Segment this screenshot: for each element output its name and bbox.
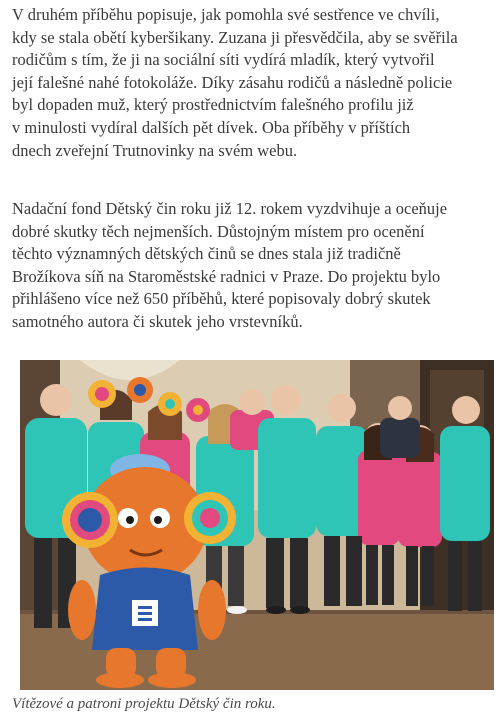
- photo-caption: Vítězové a patroni projektu Dětský čin roku.: [12, 696, 276, 712]
- paragraph-line: Brožíkova síň na Staroměstské radnici v Praze. Do projektu bylo: [12, 266, 441, 286]
- paragraph-line: dnech zveřejní Trutnovinky na svém webu.: [12, 140, 298, 160]
- paragraph-line: těchto významných dětských činů se dnes stala již tradičně: [12, 244, 401, 264]
- paragraph-line: V druhém příběhu popisuje, jak pomohla své sestřence ve chvíli,: [12, 5, 440, 24]
- article-paragraph-1: [12, 4, 458, 162]
- paragraph-line: byl dopaden muž, který prostřednictvím falešného profilu již: [12, 95, 414, 115]
- paragraph-line: Nadační fond Dětský čin roku již 12. rokem vyzdvihuje a oceňuje: [12, 199, 448, 218]
- paragraph-line: kdy se stala obětí kyberšikany. Zuzana ji přesvědčila, aby se svěřila: [12, 27, 458, 47]
- group-photo-illustration: [20, 360, 494, 690]
- paragraph-line: rodičům s tím, že ji na sociální síti vydírá mladík, který vytvořil: [12, 50, 435, 70]
- paragraph-line: její falešné nahé fotokoláže. Díky zásahu rodičů a následně policie: [12, 72, 453, 92]
- article-paragraph-2: [12, 198, 447, 334]
- paragraph-line: přihlášeno více než 650 příběhů, které popisovaly dobrý skutek: [12, 289, 431, 309]
- paragraph-line: samotného autora či skutek jeho vrstevníků.: [12, 311, 303, 331]
- paragraph-line: dobré skutky těch nejmenších. Důstojným místem pro ocenění: [12, 221, 425, 241]
- article-photo: [20, 360, 494, 690]
- paragraph-line: v minulosti vydíral dalších pět dívek. Oba příběhy v příštích: [12, 117, 411, 137]
